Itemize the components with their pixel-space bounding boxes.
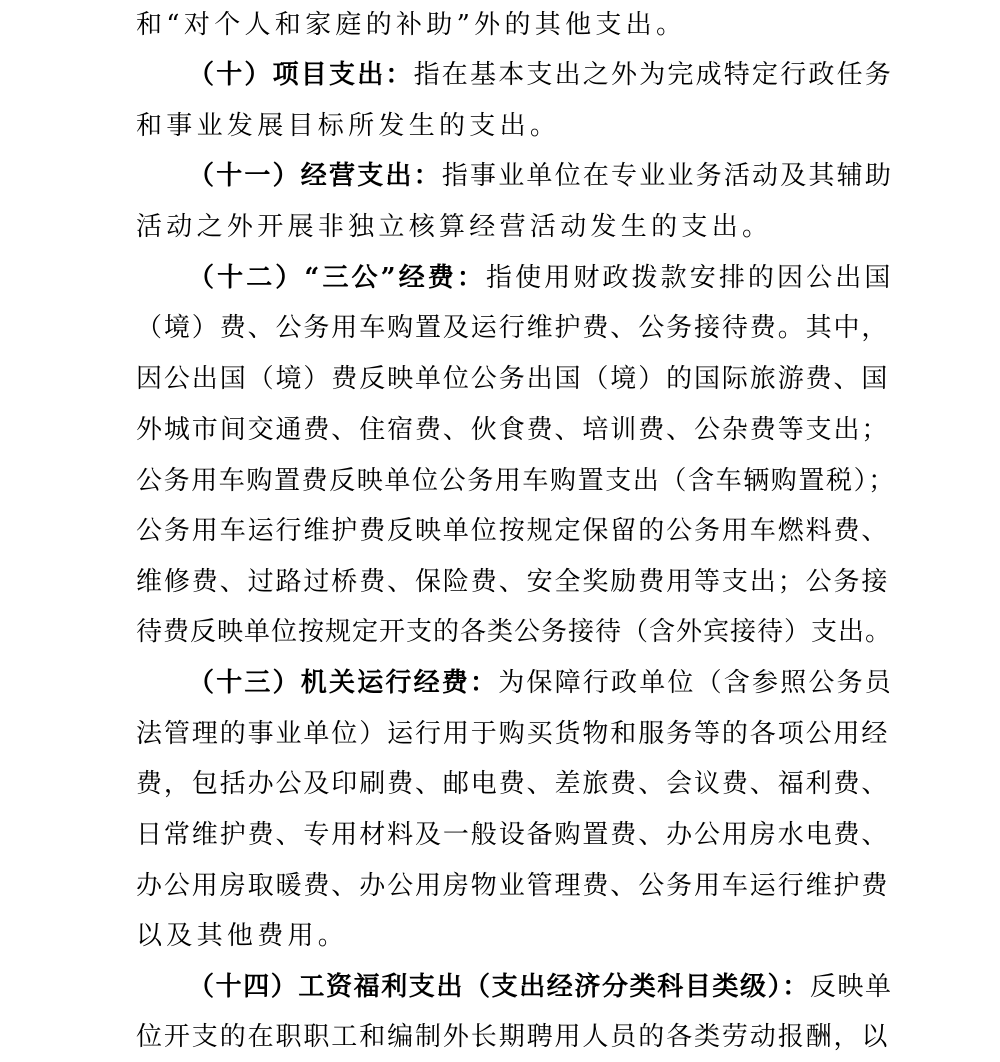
term-label: （十一）经营支出：: [188, 161, 442, 191]
text-line: 待费反映单位按规定开支的各类公务接待（含外宾接待）支出。: [136, 617, 893, 647]
paragraph-heading-jingying: （十一）经营支出：指事业单位在专业业务活动及其辅助: [188, 161, 894, 191]
paragraph-heading-xiangmu: （十）项目支出：指在基本支出之外为完成特定行政任务: [188, 60, 894, 90]
term-label: （十四）工资福利支出（支出经济分类科目类级）：: [188, 972, 810, 1002]
text-line: 因公出国（境）费反映单位公务出国（境）的国际旅游费、国: [136, 364, 890, 394]
text-line: 以及其他费用。: [136, 921, 349, 951]
text-line: 活动之外开展非独立核算经营活动发生的支出。: [136, 212, 773, 242]
text-line: 和事业发展目标所发生的支出。: [136, 111, 561, 141]
text-line: 法管理的事业单位）运行用于购买货物和服务等的各项公用经: [136, 719, 890, 749]
text-line: （境）费、公务用车购置及运行维护费、公务接待费。其中，: [136, 313, 890, 343]
text-line: 外城市间交通费、住宿费、伙食费、培训费、公杂费等支出；: [136, 415, 890, 445]
text-line: 公务用车购置费反映单位公务用车购置支出（含车辆购置税）；: [136, 466, 896, 496]
term-label: （十三）机关运行经费：: [188, 668, 499, 698]
text-line: 位开支的在职职工和编制外长期聘用人员的各类劳动报酬，以: [136, 1022, 890, 1052]
text-line: 费，包括办公及印刷费、邮电费、差旅费、会议费、福利费、: [136, 769, 890, 799]
paragraph-heading-sangong: （十二）“三公”经费：指使用财政拨款安排的因公出国: [188, 263, 894, 293]
text-line: 办公用房取暖费、办公用房物业管理费、公务用车运行维护费: [136, 871, 890, 901]
text-line: 日常维护费、专用材料及一般设备购置费、办公用房水电费、: [136, 820, 890, 850]
paragraph-heading-gongzi: （十四）工资福利支出（支出经济分类科目类级）：反映单: [188, 972, 893, 1002]
term-label: （十二）“三公”经费：: [188, 263, 487, 293]
term-label: （十）项目支出：: [188, 60, 414, 90]
text-line: 公务用车运行维护费反映单位按规定保留的公务用车燃料费、: [136, 516, 890, 546]
text-line: 维修费、过路过桥费、保险费、安全奖励费用等支出；公务接: [136, 567, 890, 597]
text-line: 和“对个人和家庭的补助”外的其他支出。: [136, 10, 687, 40]
paragraph-heading-jiguan: （十三）机关运行经费：为保障行政单位（含参照公务员: [188, 668, 894, 698]
